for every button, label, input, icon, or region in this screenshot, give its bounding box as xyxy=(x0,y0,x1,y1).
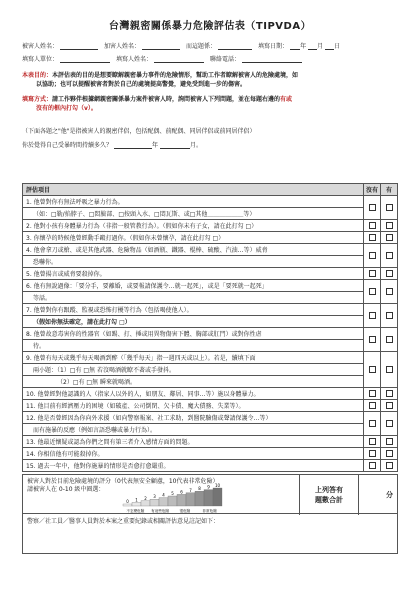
scale-label: 有這些危險 xyxy=(151,509,170,513)
answer-no[interactable] xyxy=(364,244,381,268)
scale-number: 10 xyxy=(214,483,221,488)
victim-name-field[interactable]: 被害人姓名： xyxy=(22,41,98,50)
scale-step-10[interactable] xyxy=(213,488,222,506)
source-field[interactable]: 而這題係： xyxy=(186,41,252,50)
answer-no[interactable] xyxy=(364,412,381,436)
answer-no[interactable] xyxy=(364,304,381,328)
answer-no[interactable] xyxy=(364,328,381,352)
answer-yes[interactable] xyxy=(381,412,398,436)
col-item-header: 評估項目 xyxy=(23,184,364,196)
table-row: 等話。 xyxy=(23,292,398,304)
table-row: 14. 你相信他有可能殺掉你。 xyxy=(23,448,398,460)
scale-label: 很危險 xyxy=(179,509,191,513)
scale-number: 3 xyxy=(153,494,156,500)
scale-step-8[interactable] xyxy=(195,491,204,506)
answer-yes[interactable] xyxy=(381,304,398,328)
scale-step-3[interactable] xyxy=(150,499,159,506)
table-row: 待。 xyxy=(23,340,398,352)
scale-step-1[interactable] xyxy=(132,502,141,506)
answer-no[interactable] xyxy=(364,388,381,400)
answer-no[interactable] xyxy=(364,280,381,304)
col-yes-header: 有 xyxy=(381,184,398,196)
perpetrator-name-field[interactable]: 加害人姓名： xyxy=(104,41,180,50)
answer-yes[interactable] xyxy=(381,436,398,448)
answer-no[interactable] xyxy=(364,436,381,448)
filler-name-field[interactable]: 填寫人姓名： xyxy=(116,54,204,63)
scale-number: 2 xyxy=(144,495,147,501)
table-row: 13. 他最近懷疑或認為你們之間有第三者介入感情方面的問題。 xyxy=(23,436,398,448)
scale-number: 5 xyxy=(171,491,174,496)
scale-number: 4 xyxy=(162,492,165,498)
professional-notes[interactable]: 警察／社工員／醫事人員對於本案之重要紀錄或相關評估意見註記如下： xyxy=(22,514,398,554)
scale-number: 9 xyxy=(207,484,210,490)
table-row: 10. 他曾經對他認識的人（指家人以外的人，如朋友、鄰居、同事…等）施以身體暴力。 xyxy=(23,388,398,400)
form-title: 台灣親密關係暴力危險評估表（TIPVDA） xyxy=(108,21,312,32)
info-row-1 xyxy=(22,41,398,50)
answer-yes[interactable] xyxy=(381,460,398,472)
answer-yes[interactable] xyxy=(381,448,398,460)
answer-no[interactable] xyxy=(364,232,381,244)
table-header xyxy=(23,184,398,196)
abuse-duration-field[interactable]: 你於覺得自己受暴時間持續多久？ 年 月。 xyxy=(22,142,203,149)
self-rating-prompt: 請被害人在 0-10 級中圈選： xyxy=(27,486,105,493)
table-row: 15. 過去一年中，他對你施暴的情形是否愈打愈嚴重。 xyxy=(23,460,398,472)
purpose-section: 本表目的：本評估表的目的是想要瞭解親密暴力事件的危險情形，幫助工作者瞭解被害人的危險處境，如 以協助；也可以提醒被害者對於自己的處境提高警覺，避免受到進一步的傷害。 xyxy=(22,72,299,88)
scale-number: 1 xyxy=(135,497,138,503)
scale-step-7[interactable] xyxy=(186,493,195,506)
scale-label: 不怎麼危險 xyxy=(126,509,145,513)
contact-field[interactable]: 聯絡電話： xyxy=(210,54,302,63)
scale-step-9[interactable] xyxy=(204,490,213,506)
table-row: （如：□勒/掐脖子、□悶臉部、□按頭入水、□悶瓦斯、或□其他＿＿＿＿＿＿等） xyxy=(23,208,398,220)
total-score-field[interactable]: 分 xyxy=(386,491,393,499)
partner-note: （下面各題之"他"是指被害人的親密伴侶，包括配偶、前配偶、同居伴侶或前同居伴侶） xyxy=(22,128,256,135)
scale-step-2[interactable] xyxy=(141,501,150,506)
table-row: 7. 他曾對你有跟蹤、監視或恐怖打擾等行為（包括喝使他人）。 xyxy=(23,304,398,316)
answer-no[interactable] xyxy=(364,400,381,412)
filler-unit-field[interactable]: 填寫人單位： xyxy=(22,54,110,63)
total-label: 上列答有 題數合計 xyxy=(299,475,359,515)
table-row: 11. 他目前有經濟壓力的困境（如破產、公司倒閉、欠卡債、魔大債務、失業等）。 xyxy=(23,400,398,412)
answer-yes[interactable] xyxy=(381,220,398,232)
info-row-2 xyxy=(22,54,398,63)
scale-number: 6 xyxy=(180,489,183,495)
self-rating-section xyxy=(22,474,398,514)
answer-yes[interactable] xyxy=(381,268,398,280)
answer-yes[interactable] xyxy=(381,280,398,304)
answer-yes[interactable] xyxy=(381,352,398,388)
answer-yes[interactable] xyxy=(381,196,398,220)
danger-scale[interactable] xyxy=(123,483,283,514)
scale-label: 非常危險 xyxy=(202,509,217,513)
scale-step-4[interactable] xyxy=(159,498,168,506)
table-row: 5. 他曾揚言或威脅要殺掉你。 xyxy=(23,268,398,280)
scale-number: 8 xyxy=(198,486,201,492)
scale-step-6[interactable] xyxy=(177,494,186,506)
col-no-header: 沒有 xyxy=(364,184,381,196)
table-row: （假如你無法確定，請在此打勾 □） xyxy=(23,316,398,328)
answer-no[interactable] xyxy=(364,268,381,280)
answer-yes[interactable] xyxy=(381,388,398,400)
answer-yes[interactable] xyxy=(381,328,398,352)
table-row: 4. 他會拿刀或槍、或是其他武器、危險物品（如酒瓶、鐵器、棍棒、硫酸、汽油…等）威脅 xyxy=(23,244,398,256)
answer-no[interactable] xyxy=(364,196,381,220)
answer-no[interactable] xyxy=(364,352,381,388)
table-row: 恐嚇你。 xyxy=(23,256,398,268)
answer-no[interactable] xyxy=(364,448,381,460)
answer-no[interactable] xyxy=(364,220,381,232)
table-row: 而有施暴的反應（例如言語恐嚇或暴力行為）。 xyxy=(23,424,398,436)
answer-yes[interactable] xyxy=(381,400,398,412)
table-row: 2. 他對小孩有身體暴力行為（非指一般管教行為）。（假如你未有子女，請在此打勾 □） xyxy=(23,220,398,232)
scale-step-0[interactable] xyxy=(123,504,132,506)
table-row: 9. 他曾有每天或幾乎每天喝酒到醉（「幾乎每天」指一週四天或以上）。若是，續填下面 xyxy=(23,352,398,364)
table-row: 8. 他曾故意毒害你的性器官（如踢、打、捶或用異物傷害下體、胸部或肛門）或對你性虐 xyxy=(23,328,398,340)
answer-yes[interactable] xyxy=(381,232,398,244)
table-row: 6. 他有無說過像：「要分手，要離婚，或要報請保護令…就一起死」，或是「要死就一起死」 xyxy=(23,280,398,292)
date-field[interactable]: 填寫日期： 年 月 日 xyxy=(258,43,341,50)
table-row: 12. 他是否曾經因為你向外求援（如向警察報案、社工求助，到醫院驗傷或聲請保護令…等） xyxy=(23,412,398,424)
instructions-section: 填寫方式：請工作夥伴根據網親密關係暴力案件被害人時，詢問被害人下列問題，並在每題右邊的有或 沒有的框內打勾（v）。 xyxy=(22,96,293,112)
answer-no[interactable] xyxy=(364,460,381,472)
scale-number: 0 xyxy=(126,499,129,504)
scale-number: 7 xyxy=(189,487,192,493)
self-rating-intro: 被害人對於目前危險處境的評分（0代表無安全顧慮，10代表非常危險） xyxy=(27,478,219,485)
table-row: 1. 他曾對你有無法呼吸之暴力行為。 xyxy=(23,196,398,208)
table-row: （2）□有 □無 瞬來就喝酒。 xyxy=(23,376,398,388)
answer-yes[interactable] xyxy=(381,244,398,268)
scale-step-5[interactable] xyxy=(168,496,177,506)
assessment-table xyxy=(22,183,398,472)
table-row: 3. 你懷孕的時候他曾經動手毆打過你。（假如你未曾懷孕，請在此打勾 □） xyxy=(23,232,398,244)
table-row: 兩小題：（1）□有 □無 若沒喝酒就瞭不著或手發抖。 xyxy=(23,364,398,376)
